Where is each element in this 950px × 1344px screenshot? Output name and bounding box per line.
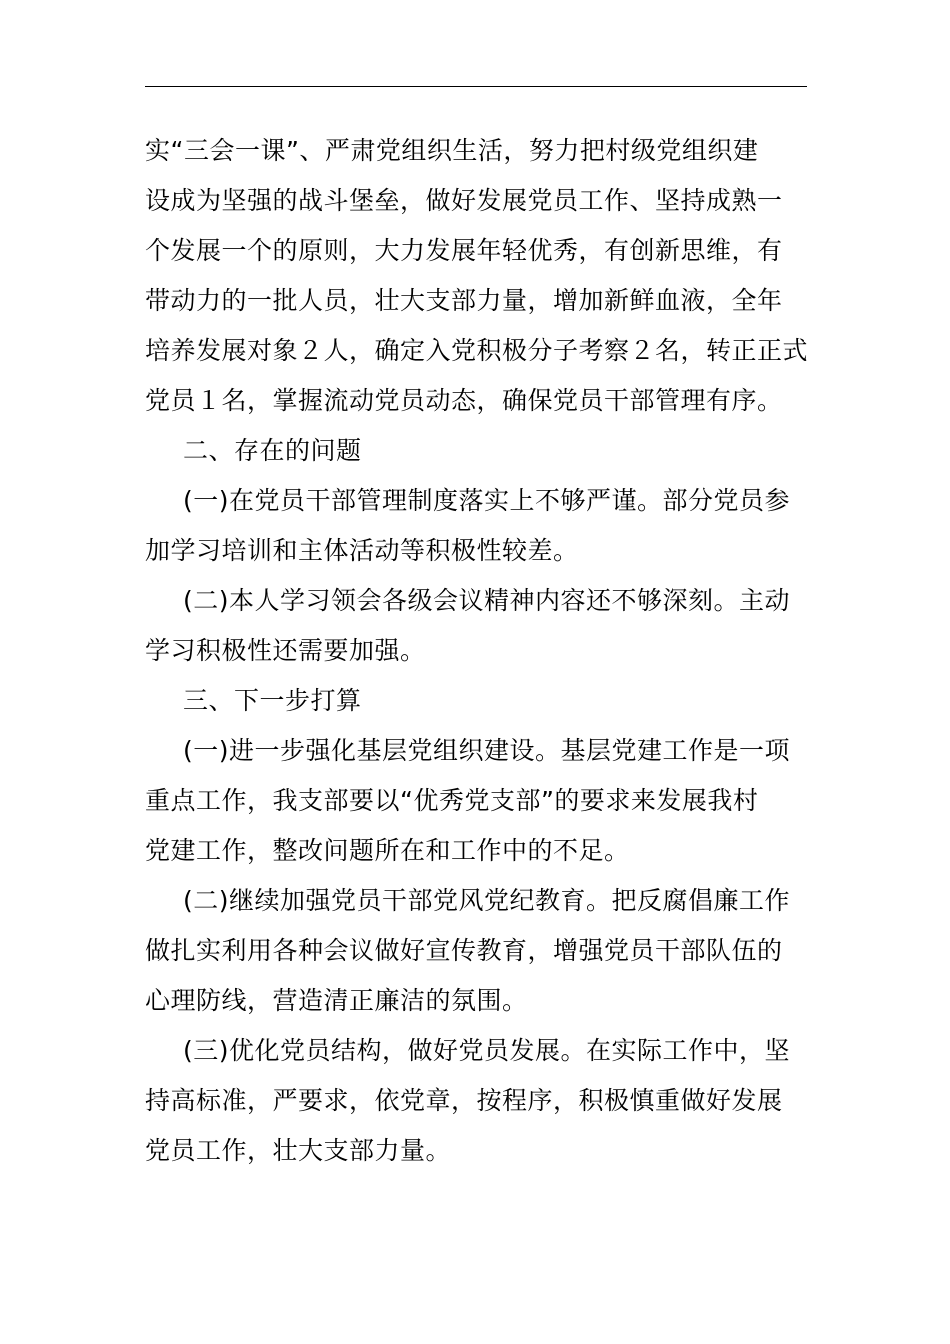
text-line: 党员１名，掌握流动党员动态，确保党员干部管理有序。 (145, 386, 783, 415)
text-line: 党建工作，整改问题所在和工作中的不足。 (145, 836, 630, 865)
text-line: 带动力的一批人员，壮大支部力量，增加新鲜血液，全年 (145, 286, 783, 315)
text-line: (三)优化党员结构，做好党员发展。在实际工作中，坚 (183, 1036, 791, 1065)
text-line: 党员工作，壮大支部力量。 (145, 1136, 452, 1165)
text-line: (一)在党员干部管理制度落实上不够严谨。部分党员参 (183, 486, 791, 515)
text-line: 设成为坚强的战斗堡垒，做好发展党员工作、坚持成熟一 (145, 186, 783, 215)
text-line: 实“三会一课”、严肃党组织生活，努力把村级党组织建 (145, 136, 759, 165)
text-line: 培养发展对象２人，确定入党积极分子考察２名，转正正式 (145, 336, 809, 365)
text-line: (二)本人学习领会各级会议精神内容还不够深刻。主动 (183, 586, 791, 615)
section-heading-next-steps: 三、下一步打算 (183, 686, 362, 715)
text-line: (一)进一步强化基层党组织建设。基层党建工作是一项 (183, 736, 791, 765)
text-line: 做扎实利用各种会议做好宣传教育，增强党员干部队伍的 (145, 936, 783, 965)
text-line: (二)继续加强党员干部党风党纪教育。把反腐倡廉工作 (183, 886, 791, 915)
text-line: 个发展一个的原则，大力发展年轻优秀，有创新思维，有 (145, 236, 783, 265)
text-line: 重点工作，我支部要以“优秀党支部”的要求来发展我村 (145, 786, 759, 815)
text-line: 学习积极性还需要加强。 (145, 636, 426, 665)
text-line: 持高标准，严要求，依党章，按程序，积极慎重做好发展 (145, 1086, 783, 1115)
section-heading-problems: 二、存在的问题 (183, 436, 362, 465)
text-line: 加学习培训和主体活动等积极性较差。 (145, 536, 579, 565)
document-body (145, 126, 807, 1176)
text-line: 心理防线，营造清正廉洁的氛围。 (145, 986, 528, 1015)
header-rule (145, 86, 807, 87)
